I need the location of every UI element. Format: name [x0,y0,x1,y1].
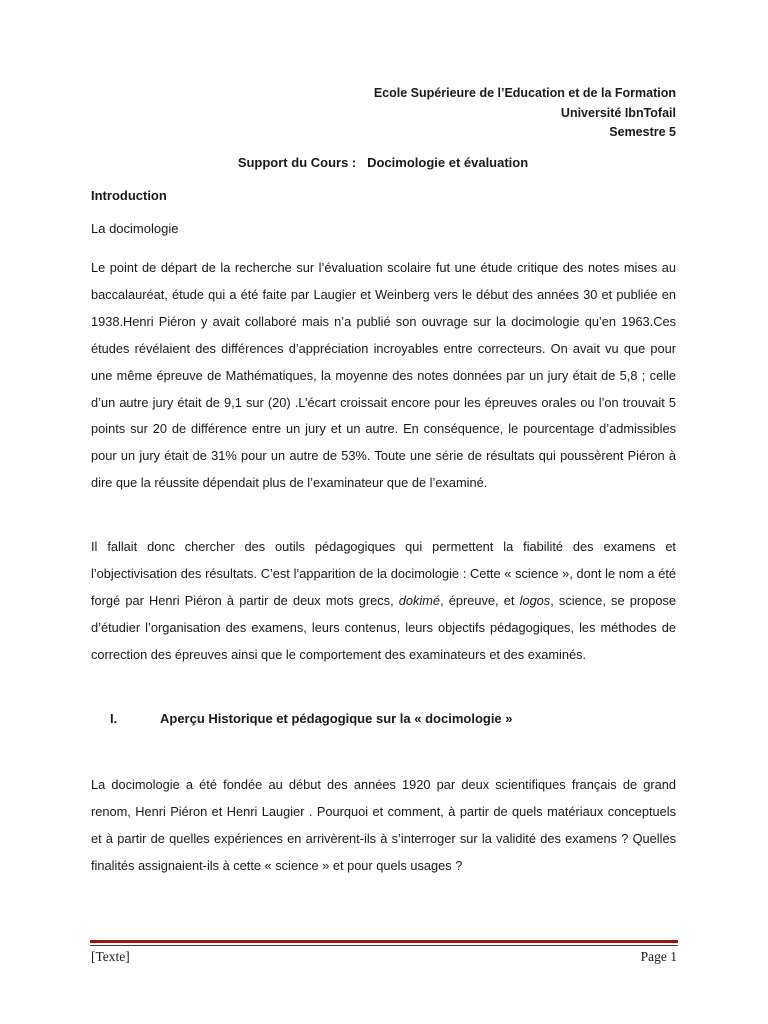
footer-text-placeholder: [Texte] [91,949,130,964]
section-heading-1 [110,711,670,726]
paragraph-definition-text-2: , épreuve, et [440,592,520,608]
paragraph-origins: Le point de départ de la recherche sur l’évaluation scolaire fut une étude critique des notes mises au baccalauréat, étude qui a été faite par Laugier et Weinberg vers le début des années 30 et publiée en 1938.Henri Piéron y avait collaboré mais n’a publié son ouvrage sur la docimologie qu’en 1963.Ces études révélaient des différences d’appréciation incroyables entre correcteurs. On avait vu que pour une même épreuve de Mathématiques, la moyenne des notes données par un jury était de 5,8 ; celle d’un autre jury était de 9,1 sur (20) .L’écart croissait encore pour les épreuves orales ou l’on trouvait 5 points sur 20 de différence entre un jury et un autre. En conséquence, le pourcentage d’admissibles pour un jury était de 31% pour un autre de 53%. Toute une série de résultats qui poussèrent Piéron à dire que la réussite dépendait plus de l’examinateur que de l’examiné. [91,260,676,491]
term-dokime: dokimé [398,592,441,608]
paragraph-definition [91,534,676,669]
semester-label: Semestre 5 [609,125,676,139]
institution-header [374,84,676,143]
institution-university: Université IbnTofail [560,105,676,120]
course-title-prefix: Support du Cours : [237,155,357,170]
footer-rule [90,940,678,943]
course-title [0,155,768,170]
term-logos: logos [519,592,551,608]
paragraph-definition-text-3: , science, se propose d’étudier l’organisation des examens, leurs contenus, leurs objectifs pédagogiques, les méthodes de correction des épreuves ainsi que le comportement des examinateurs et des examinés. [91,592,676,662]
introduction-heading: Introduction [91,188,167,203]
paragraph-definition-text-1: Il fallait donc chercher des outils pédagogiques qui permettent la fiabilité des examens et l’objectivisation des résultats. C’est l’apparition de la docimologie : Cette « science », dont le nom a été forgé par Henri Piéron à partir de deux mots grecs, [91,539,676,608]
institution-school: Ecole Supérieure de l’Education et de la Formation [373,86,676,100]
footer-rule-thin [90,945,678,946]
page-number: Page 1 [640,949,677,964]
section-title: Aperçu Historique et pédagogique sur la « docimologie » [160,711,513,726]
docimologie-subheading: La docimologie [91,221,179,236]
section-number: I. [110,711,118,726]
course-title-subject: Docimologie et évaluation [367,155,529,170]
paragraph-history: La docimologie a été fondée au début des années 1920 par deux scientifiques français de grand renom, Henri Piéron et Henri Laugier . Pourquoi et comment, à partir de quels matériaux conceptuels et à partir de quelles expériences en arrivèrent-ils à s’interroger sur la validité des examens ? Quelles finalités assignaient-ils à cette « science » et pour quels usages ? [91,777,676,873]
